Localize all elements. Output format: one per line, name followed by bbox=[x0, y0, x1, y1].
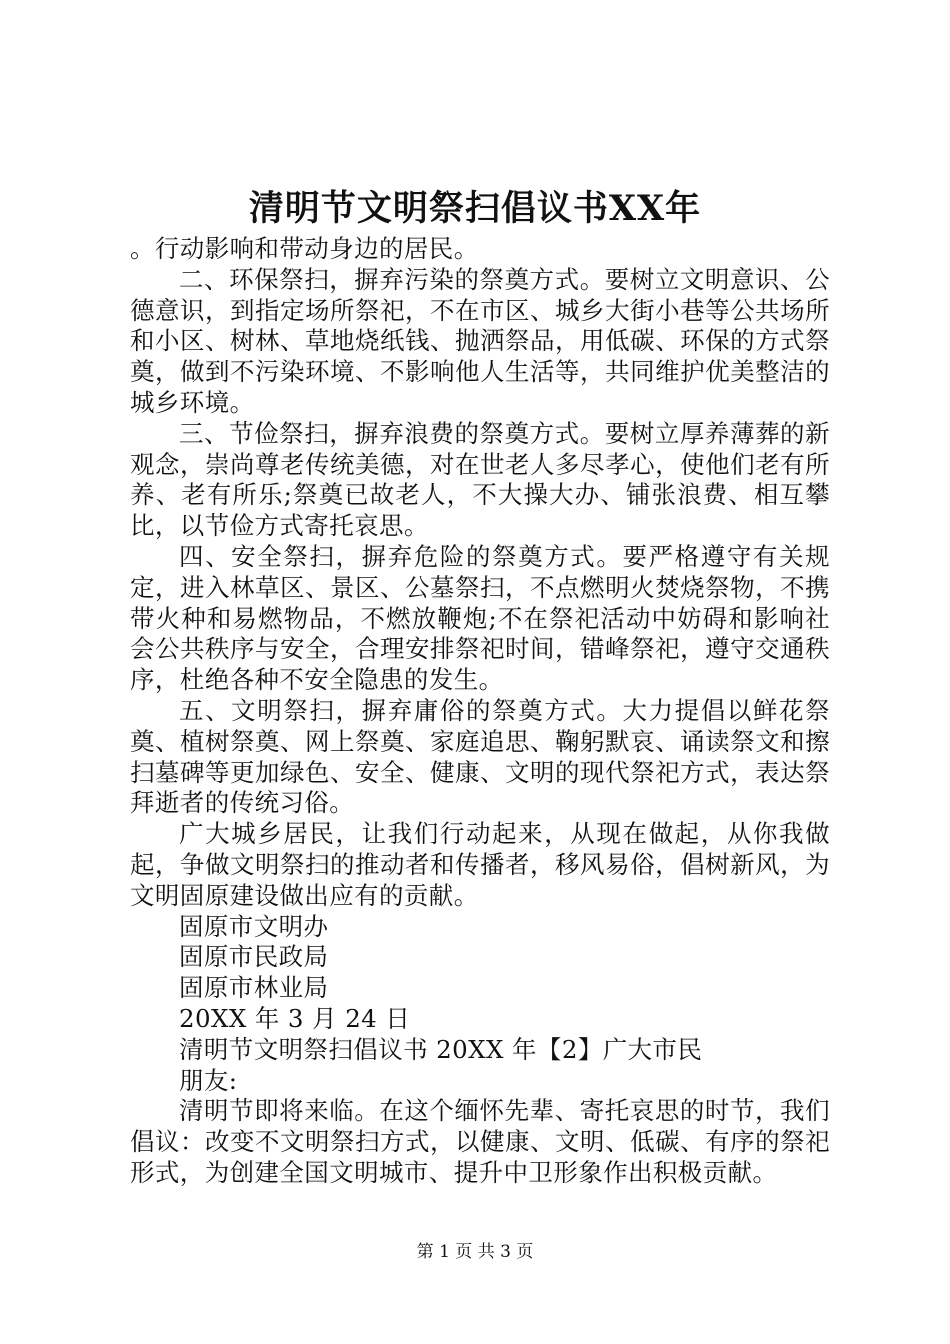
paragraph-safe-sweeping: 四、安全祭扫，摒弃危险的祭奠方式。要严格遵守有关规定，进入林草区、景区、公墓祭扫，不点燃明火焚烧祭物，不携带火种和易燃物品，不燃放鞭炮;不在祭祀活动中妨碍和影响社会公共秩序与安全，合理安排祭祀时间，错峰祭祀，遵守交通秩序，杜绝各种不安全隐患的发生。 bbox=[130, 541, 830, 695]
paragraph-call-to-action: 广大城乡居民，让我们行动起来，从现在做起，从你我做起，争做文明祭扫的推动者和传播者，移风易俗，倡树新风，为文明固原建设做出应有的贡献。 bbox=[130, 819, 830, 910]
signature-civilization-office: 固原市文明办 bbox=[179, 911, 329, 941]
second-document-paragraph: 清明节即将来临。在这个缅怀先辈、寄托哀思的时节，我们倡议：改变不文明祭扫方式，以健康、文明、低碳、有序的祭祀形式，为创建全国文明城市、提升中卫形象作出积极贡献。 bbox=[130, 1096, 830, 1187]
second-document-salutation: 朋友: bbox=[179, 1065, 238, 1095]
paragraph-eco-sweeping: 二、环保祭扫，摒弃污染的祭奠方式。要树立文明意识、公德意识，到指定场所祭祀，不在市区、城乡大街小巷等公共场所和小区、树林、草地烧纸钱、抛洒祭品，用低碳、环保的方式祭奠，做到不污染环境、不影响他人生活等，共同维护优美整洁的城乡环境。 bbox=[130, 264, 830, 417]
signature-forestry-bureau: 固原市林业局 bbox=[179, 973, 329, 1003]
signature-date: 20XX 年 3 月 24 日 bbox=[179, 1003, 411, 1033]
paragraph-continuation: 。行动影响和带动身边的居民。 bbox=[130, 234, 479, 263]
document-title: 清明节文明祭扫倡议书XX年 bbox=[248, 188, 702, 229]
page-footer: 第 1 页 共 3 页 bbox=[416, 1242, 534, 1262]
document-body bbox=[130, 234, 830, 1189]
second-document-heading: 清明节文明祭扫倡议书 20XX 年【2】广大市民 bbox=[179, 1034, 703, 1064]
paragraph-frugal-sweeping: 三、节俭祭扫，摒弃浪费的祭奠方式。要树立厚养薄葬的新观念，崇尚尊老传统美德，对在世老人多尽孝心，使他们老有所养、老有所乐;祭奠已故老人，不大操大办、铺张浪费、相互攀比，以节俭方式寄托哀思。 bbox=[130, 418, 830, 541]
signature-civil-affairs-bureau: 固原市民政局 bbox=[179, 942, 329, 972]
paragraph-civil-sweeping: 五、文明祭扫，摒弃庸俗的祭奠方式。大力提倡以鲜花祭奠、植树祭奠、网上祭奠、家庭追思、鞠躬默哀、诵读祭文和擦扫墓碑等更加绿色、安全、健康、文明的现代祭祀方式，表达祭拜逝者的传统习俗。 bbox=[130, 695, 830, 818]
